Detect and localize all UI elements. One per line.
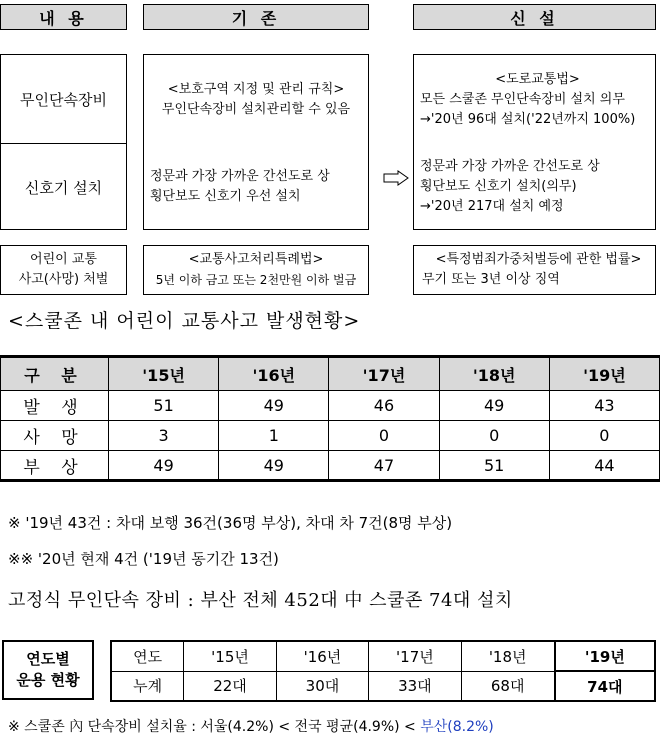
row-label: 사 망 (1, 421, 109, 451)
accident-note-1: ※ '19년 43건 : 차대 보행 36건(36명 부상), 차대 차 7건(8명 부상) (8, 514, 453, 532)
year-cell: '15년 (184, 641, 276, 671)
new-camera-line1: <도로교통법> (495, 71, 580, 87)
row-label-penalty (0, 245, 127, 295)
year-header: '16년 (219, 357, 329, 391)
new-signal-text (414, 144, 655, 230)
row-label: 발 생 (1, 391, 109, 421)
table-cell: 0 (329, 421, 439, 451)
new-signal-line1: 정문과 가장 가까운 간선도로 상 (420, 159, 600, 174)
existing-group-box (143, 54, 369, 230)
table-row (111, 671, 655, 701)
row-label-camera: 무인단속장비 (1, 55, 126, 144)
table-cell: 51 (109, 391, 219, 421)
existing-camera-line2: 무인단속장비 설치관리할 수 있음 (161, 101, 351, 117)
new-camera-line2: 모든 스쿨존 무인단속장비 설치 의무 (420, 91, 625, 107)
equipment-label-line2: 운용 현황 (16, 671, 80, 689)
table-cell: 51 (439, 451, 549, 481)
table-row (1, 421, 660, 451)
row-label-penalty-line1: 어린이 교통 (30, 252, 97, 267)
table-cell: 46 (329, 391, 439, 421)
table-cell: 0 (439, 421, 549, 451)
total-cell-highlight: 74대 (555, 671, 655, 701)
equipment-footnote (8, 716, 494, 736)
table-row (1, 451, 660, 481)
table-row (111, 641, 655, 671)
existing-penalty-text (143, 245, 369, 295)
equipment-label-line1: 연도별 (26, 650, 70, 668)
new-group-box (413, 54, 656, 230)
table-cell: 49 (219, 451, 329, 481)
equipment-title: 고정식 무인단속 장비 : 부산 전체 452대 中 스쿨존 74대 설치 (8, 590, 513, 611)
new-camera-text (414, 55, 655, 144)
table-cell: 1 (219, 421, 329, 451)
new-penalty-line2: 무기 또는 3년 이상 징역 (422, 272, 560, 287)
row-label: 누계 (111, 671, 184, 701)
table-cell: 43 (549, 391, 659, 421)
table-cell: 3 (109, 421, 219, 451)
table-cell: 49 (219, 391, 329, 421)
footnote-text: ※ 스쿨존 內 단속장비 설치율 : 서울(4.2%) < 전국 평균(4.9%) < (8, 719, 421, 735)
accident-section-title: <스쿨존 내 어린이 교통사고 발생현황> (8, 310, 361, 332)
existing-penalty-line1: <교통사고처리특례법> (188, 252, 324, 267)
new-signal-line3: →'20년 217대 설치 예정 (420, 199, 564, 214)
new-penalty-line1: <특정범죄가중처벌등에 관한 법률> (435, 252, 642, 267)
header-new: 신 설 (413, 4, 656, 30)
total-cell: 33대 (369, 671, 461, 701)
total-cell: 22대 (184, 671, 276, 701)
year-header: '15년 (109, 357, 219, 391)
footnote-busan-highlight: 부산(8.2%) (420, 719, 494, 735)
existing-signal-text (144, 144, 368, 230)
year-cell-highlight: '19년 (555, 641, 655, 671)
year-cell: '16년 (276, 641, 368, 671)
new-camera-line3: →'20년 96대 설치('22년까지 100%) (420, 111, 636, 127)
table-header-row (1, 357, 660, 391)
year-header: '19년 (549, 357, 659, 391)
new-penalty-text (413, 245, 656, 295)
table-cell: 0 (549, 421, 659, 451)
year-cell: '18년 (461, 641, 555, 671)
accident-note-2: ※※ '20년 현재 4건 ('19년 동기간 13건) (8, 550, 279, 568)
existing-camera-line1: <보호구역 지정 및 관리 규칙> (167, 81, 345, 97)
year-cell: '17년 (369, 641, 461, 671)
table-corner: 구 분 (1, 357, 109, 391)
equipment-label-box (2, 640, 94, 700)
row-label: 연도 (111, 641, 184, 671)
total-cell: 30대 (276, 671, 368, 701)
new-signal-line2: 횡단보도 신호기 설치(의무) (420, 179, 577, 194)
header-existing: 기 존 (143, 4, 369, 30)
existing-signal-line2: 횡단보도 신호기 우선 설치 (150, 189, 301, 204)
arrow-right-icon (383, 170, 409, 186)
row-label: 부 상 (1, 451, 109, 481)
table-cell: 49 (439, 391, 549, 421)
row-label-penalty-line2: 사고(사망) 처벌 (18, 272, 109, 287)
header-content: 내 용 (0, 4, 127, 30)
year-header: '17년 (329, 357, 439, 391)
total-cell: 68대 (461, 671, 555, 701)
year-header: '18년 (439, 357, 549, 391)
existing-camera-text (144, 55, 368, 144)
label-group-box (0, 54, 127, 230)
table-cell: 47 (329, 451, 439, 481)
table-cell: 44 (549, 451, 659, 481)
accident-table (0, 355, 660, 482)
row-label-signal: 신호기 설치 (24, 178, 103, 197)
table-row (1, 391, 660, 421)
equipment-table (110, 640, 656, 702)
existing-signal-line1: 정문과 가장 가까운 간선도로 상 (150, 169, 330, 184)
existing-penalty-line2: 5년 이하 금고 또는 2천만원 이하 벌금 (155, 273, 357, 287)
table-cell: 49 (109, 451, 219, 481)
